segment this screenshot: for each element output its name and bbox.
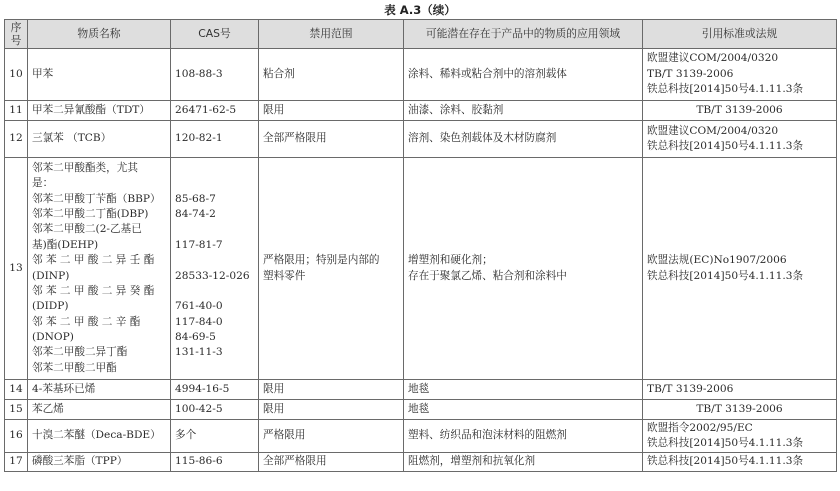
name-cell: 甲苯 bbox=[28, 49, 171, 101]
scope-cell: 限用 bbox=[259, 400, 404, 420]
application-cell: 地毯 bbox=[404, 400, 643, 420]
application-cell: 油漆、涂料、胶黏剂 bbox=[404, 101, 643, 121]
name-cell: 4-苯基环已烯 bbox=[28, 380, 171, 400]
header-row bbox=[5, 20, 837, 49]
standard-cell: 欧盟建议COM/2004/0320 铁总科技[2014]50号4.1.11.3条 bbox=[643, 121, 837, 158]
seq-cell: 15 bbox=[5, 400, 28, 420]
cas-cell: 100-42-5 bbox=[171, 400, 259, 420]
application-cell: 增塑剂和硬化剂； 存在于聚氯乙烯、粘合剂和涂料中 bbox=[404, 158, 643, 380]
header-seq: 序 号 bbox=[5, 20, 28, 49]
table-row bbox=[5, 101, 837, 121]
table-row bbox=[5, 400, 837, 420]
header-cas: CAS号 bbox=[171, 20, 259, 49]
table-row bbox=[5, 121, 837, 158]
table-row bbox=[5, 420, 837, 453]
standard-cell: 铁总科技[2014]50号4.1.11.3条 bbox=[643, 453, 837, 472]
seq-cell: 11 bbox=[5, 101, 28, 121]
table-row bbox=[5, 453, 837, 472]
header-scope: 禁用范围 bbox=[259, 20, 404, 49]
table-row bbox=[5, 49, 837, 101]
scope-cell: 严格限用 bbox=[259, 420, 404, 453]
cas-cell: 85-68-7 84-74-2 117-81-7 28533-12-026 761-40-0 117-84-0 84-69-5 131-11-3 bbox=[171, 158, 259, 380]
name-cell: 十溴二苯醚（Deca-BDE） bbox=[28, 420, 171, 453]
scope-cell: 全部严格限用 bbox=[259, 121, 404, 158]
scope-cell: 全部严格限用 bbox=[259, 453, 404, 472]
cas-cell: 多个 bbox=[171, 420, 259, 453]
application-cell: 溶剂、染色剂载体及木材防腐剂 bbox=[404, 121, 643, 158]
cas-cell: 4994-16-5 bbox=[171, 380, 259, 400]
seq-cell: 10 bbox=[5, 49, 28, 101]
name-cell: 磷酸三苯脂（TPP） bbox=[28, 453, 171, 472]
application-cell: 塑料、纺织品和泡沫材料的阻燃剂 bbox=[404, 420, 643, 453]
name-cell: 邻苯二甲酸酯类，尤其 是： 邻苯二甲酸丁苄酯（BBP） 邻苯二甲酸二丁酯(DBP) 邻苯二甲酸二(2-乙基已 基)酯(DEHP) 邻 苯 二 甲 酸 二 异 壬 酯 (DINP) 邻 苯 二 甲 酸 二 异 癸 酯 (DIDP) 邻 苯 二 甲 酸 二 辛 酯 (DNOP) 邻苯二甲酸二异丁酯 邻苯二甲酸二甲酯 bbox=[28, 158, 171, 380]
standard-cell: TB/T 3139-2006 bbox=[643, 380, 837, 400]
scope-cell: 限用 bbox=[259, 101, 404, 121]
application-cell: 涂料、稀料或粘合剂中的溶剂载体 bbox=[404, 49, 643, 101]
table-row bbox=[5, 380, 837, 400]
application-cell: 阻燃剂，增塑剂和抗氧化剂 bbox=[404, 453, 643, 472]
cas-cell: 115-86-6 bbox=[171, 453, 259, 472]
name-cell: 苯乙烯 bbox=[28, 400, 171, 420]
seq-cell: 17 bbox=[5, 453, 28, 472]
standard-cell: TB/T 3139-2006 bbox=[643, 400, 837, 420]
standard-cell: 欧盟法规(EC)No1907/2006 铁总科技[2014]50号4.1.11.3条 bbox=[643, 158, 837, 380]
header-name: 物质名称 bbox=[28, 20, 171, 49]
cas-cell: 120-82-1 bbox=[171, 121, 259, 158]
name-cell: 甲苯二异氰酸酯（TDT） bbox=[28, 101, 171, 121]
substance-table bbox=[4, 19, 837, 472]
standard-cell: 欧盟建议COM/2004/0320 TB/T 3139-2006 铁总科技[2014]50号4.1.11.3条 bbox=[643, 49, 837, 101]
seq-cell: 13 bbox=[5, 158, 28, 380]
cas-cell: 108-88-3 bbox=[171, 49, 259, 101]
table-row bbox=[5, 158, 837, 380]
seq-cell: 12 bbox=[5, 121, 28, 158]
scope-cell: 严格限用；特别是内部的 塑料零件 bbox=[259, 158, 404, 380]
header-standard: 引用标准或法规 bbox=[643, 20, 837, 49]
scope-cell: 粘合剂 bbox=[259, 49, 404, 101]
cas-cell: 26471-62-5 bbox=[171, 101, 259, 121]
standard-cell: 欧盟指令2002/95/EC 铁总科技[2014]50号4.1.11.3条 bbox=[643, 420, 837, 453]
name-cell: 三氯苯 （TCB） bbox=[28, 121, 171, 158]
scope-cell: 限用 bbox=[259, 380, 404, 400]
application-cell: 地毯 bbox=[404, 380, 643, 400]
standard-cell: TB/T 3139-2006 bbox=[643, 101, 837, 121]
table-caption: 表 A.3（续） bbox=[384, 3, 456, 17]
seq-cell: 14 bbox=[5, 380, 28, 400]
seq-cell: 16 bbox=[5, 420, 28, 453]
header-application: 可能潜在存在于产品中的物质的应用领域 bbox=[404, 20, 643, 49]
